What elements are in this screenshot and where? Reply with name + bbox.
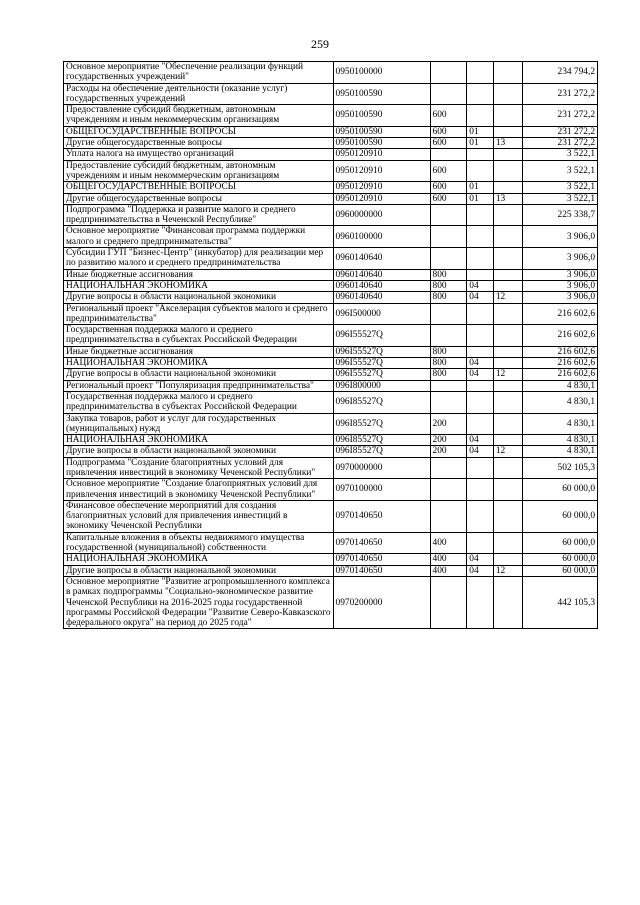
row-amount-cell: 60 000,0 [523,500,598,532]
row-expense-type-cell [430,457,467,479]
row-subsection-cell [493,269,523,280]
row-code-cell: 0970140650 [333,554,430,565]
row-expense-type-cell: 800 [430,269,467,280]
row-section-cell [467,226,494,248]
table-row [64,248,598,270]
row-expense-type-cell [430,149,467,160]
row-amount-cell: 60 000,0 [523,554,598,565]
row-subsection-cell [493,303,523,325]
table-row [64,204,598,226]
table-row [64,576,598,628]
row-section-cell [467,303,494,325]
row-name-cell: Другие вопросы в области национальной экономики [64,292,334,303]
row-section-cell [467,413,494,435]
row-subsection-cell [493,248,523,270]
row-expense-type-cell [430,204,467,226]
row-subsection-cell [493,325,523,347]
row-code-cell: 0970000000 [333,457,430,479]
row-name-cell: Финансовое обеспечение мероприятий для создания благоприятных условий для привлечения инвестиций в экономику Чеченской Республики [64,500,334,532]
row-section-cell: 01 [467,182,494,193]
row-subsection-cell: 12 [493,292,523,303]
row-code-cell: 096I55527Q [333,346,430,357]
row-name-cell: Основное мероприятие "Создание благоприятных условий для привлечения инвестиций в экономику Чеченской Республики" [64,479,334,501]
row-amount-cell: 234 794,2 [523,62,598,84]
row-section-cell: 04 [467,292,494,303]
row-expense-type-cell: 600 [430,182,467,193]
row-amount-cell: 231 272,2 [523,138,598,149]
row-section-cell [467,532,494,554]
row-expense-type-cell: 600 [430,105,467,127]
row-section-cell [467,391,494,413]
row-section-cell: 04 [467,358,494,369]
budget-table [63,61,598,629]
row-section-cell [467,576,494,628]
page-number: 259 [311,37,329,51]
row-subsection-cell [493,380,523,391]
row-section-cell: 01 [467,193,494,204]
row-amount-cell: 4 830,1 [523,446,598,457]
row-expense-type-cell: 400 [430,532,467,554]
row-section-cell [467,248,494,270]
row-name-cell: Другие вопросы в области национальной экономики [64,369,334,380]
row-name-cell: Капитальные вложения в объекты недвижимого имущества государственной (муниципальной) собственности [64,532,334,554]
row-amount-cell: 60 000,0 [523,565,598,576]
row-expense-type-cell: 800 [430,358,467,369]
row-code-cell: 0970140650 [333,565,430,576]
row-code-cell: 0950100590 [333,105,430,127]
row-name-cell: ОБЩЕГОСУДАРСТВЕННЫЕ ВОПРОСЫ [64,126,334,137]
row-amount-cell: 442 105,3 [523,576,598,628]
row-expense-type-cell [430,391,467,413]
row-name-cell: Государственная поддержка малого и среднего предпринимательства в субъектах Российской Федерации [64,391,334,413]
row-subsection-cell: 13 [493,193,523,204]
row-name-cell: Региональный проект "Популяризация предпринимательства" [64,380,334,391]
row-expense-type-cell: 600 [430,126,467,137]
row-section-cell [467,149,494,160]
row-section-cell: 04 [467,446,494,457]
row-expense-type-cell [430,226,467,248]
row-amount-cell: 3 906,0 [523,269,598,280]
row-subsection-cell [493,160,523,182]
row-expense-type-cell: 400 [430,554,467,565]
row-section-cell: 04 [467,369,494,380]
row-expense-type-cell: 600 [430,193,467,204]
row-name-cell: Иные бюджетные ассигнования [64,346,334,357]
row-subsection-cell [493,62,523,84]
row-name-cell: Государственная поддержка малого и среднего предпринимательства в субъектах Российской Федерации [64,325,334,347]
table-row [64,532,598,554]
row-code-cell: 0970140650 [333,500,430,532]
table-row [64,303,598,325]
row-code-cell: 0960100000 [333,226,430,248]
table-row [64,149,598,160]
row-code-cell: 096I55527Q [333,358,430,369]
row-name-cell: Субсидии ГУП "Бизнес-Центр" (инкубатор) для реализации мер по развитию малого и среднего предпринимательства [64,248,334,270]
row-name-cell: НАЦИОНАЛЬНАЯ ЭКОНОМИКА [64,435,334,446]
row-subsection-cell: 12 [493,369,523,380]
row-expense-type-cell [430,576,467,628]
row-section-cell [467,83,494,105]
row-section-cell [467,160,494,182]
table-row [64,346,598,357]
row-code-cell: 0960140640 [333,280,430,291]
row-amount-cell: 3 906,0 [523,280,598,291]
row-expense-type-cell: 600 [430,138,467,149]
row-amount-cell: 231 272,2 [523,105,598,127]
row-amount-cell: 60 000,0 [523,479,598,501]
table-row [64,126,598,137]
row-code-cell: 0950100590 [333,138,430,149]
row-name-cell: Подпрограмма "Поддержка и развитие малого и среднего предпринимательства в Чеченской Республике" [64,204,334,226]
row-subsection-cell [493,149,523,160]
row-amount-cell: 3 906,0 [523,292,598,303]
row-amount-cell: 4 830,1 [523,380,598,391]
row-amount-cell: 216 602,6 [523,346,598,357]
row-amount-cell: 4 830,1 [523,435,598,446]
row-name-cell: Предоставление субсидий бюджетным, автономным учреждениям и иным некоммерческим организациям [64,105,334,127]
row-code-cell: 0970100000 [333,479,430,501]
row-expense-type-cell [430,500,467,532]
row-subsection-cell [493,280,523,291]
row-expense-type-cell: 600 [430,160,467,182]
row-section-cell [467,204,494,226]
row-amount-cell: 231 272,2 [523,126,598,137]
row-section-cell: 04 [467,435,494,446]
table-row [64,292,598,303]
row-code-cell: 096I55527Q [333,325,430,347]
row-name-cell: Региональный проект "Акселерация субъектов малого и среднего предпринимательства" [64,303,334,325]
row-amount-cell: 502 105,3 [523,457,598,479]
row-section-cell [467,105,494,127]
table-row [64,391,598,413]
row-name-cell: НАЦИОНАЛЬНАЯ ЭКОНОМИКА [64,280,334,291]
row-amount-cell: 216 602,6 [523,325,598,347]
budget-table-body [64,62,598,629]
row-subsection-cell: 12 [493,565,523,576]
row-expense-type-cell [430,479,467,501]
row-subsection-cell: 12 [493,446,523,457]
row-subsection-cell [493,182,523,193]
row-name-cell: Основное мероприятие "Финансовая программа поддержки малого и среднего предпринимательства" [64,226,334,248]
row-expense-type-cell: 800 [430,280,467,291]
row-section-cell: 04 [467,565,494,576]
row-section-cell: 01 [467,138,494,149]
row-amount-cell: 216 602,6 [523,358,598,369]
row-code-cell: 0950100000 [333,62,430,84]
row-expense-type-cell: 800 [430,346,467,357]
row-expense-type-cell: 200 [430,435,467,446]
row-section-cell [467,346,494,357]
row-expense-type-cell [430,303,467,325]
row-expense-type-cell: 800 [430,292,467,303]
table-row [64,413,598,435]
table-row [64,565,598,576]
row-subsection-cell [493,346,523,357]
row-amount-cell: 3 522,1 [523,149,598,160]
row-expense-type-cell: 200 [430,446,467,457]
row-subsection-cell [493,479,523,501]
row-subsection-cell [493,500,523,532]
row-section-cell: 01 [467,126,494,137]
row-amount-cell: 225 338,7 [523,204,598,226]
row-amount-cell: 3 906,0 [523,226,598,248]
table-row [64,138,598,149]
table-row [64,280,598,291]
row-expense-type-cell [430,380,467,391]
row-name-cell: Другие вопросы в области национальной экономики [64,565,334,576]
row-amount-cell: 3 906,0 [523,248,598,270]
table-row [64,182,598,193]
row-code-cell: 0950120910 [333,182,430,193]
row-name-cell: Основное мероприятие "Обеспечение реализации функций государственных учреждений" [64,62,334,84]
row-amount-cell: 3 522,1 [523,160,598,182]
row-subsection-cell: 13 [493,138,523,149]
row-section-cell [467,380,494,391]
row-code-cell: 096I500000 [333,303,430,325]
table-row [64,435,598,446]
row-code-cell: 096I85527Q [333,435,430,446]
table-row [64,500,598,532]
table-row [64,160,598,182]
row-subsection-cell [493,554,523,565]
row-subsection-cell [493,532,523,554]
row-subsection-cell [493,413,523,435]
row-amount-cell: 216 602,6 [523,369,598,380]
row-code-cell: 096I800000 [333,380,430,391]
row-name-cell: Иные бюджетные ассигнования [64,269,334,280]
table-row [64,479,598,501]
table-row [64,325,598,347]
row-name-cell: Другие общегосударственные вопросы [64,138,334,149]
row-name-cell: Основное мероприятие "Развитие агропромышленного комплекса в рамках подпрограммы "Социально-экономическое развитие Чеченской Республики на 2016-2025 годы государственной программы Российской Федерации "Развитие Северо-Кавказского федерального округа" на период до 2025 года" [64,576,334,628]
row-code-cell: 0950120910 [333,160,430,182]
row-section-cell [467,479,494,501]
row-subsection-cell [493,204,523,226]
row-subsection-cell [493,457,523,479]
table-row [64,269,598,280]
row-expense-type-cell [430,325,467,347]
row-code-cell: 096I85527Q [333,391,430,413]
row-subsection-cell [493,105,523,127]
row-code-cell: 0960000000 [333,204,430,226]
row-subsection-cell [493,83,523,105]
row-section-cell: 04 [467,280,494,291]
table-row [64,554,598,565]
row-subsection-cell [493,576,523,628]
row-code-cell: 096I85527Q [333,413,430,435]
row-code-cell: 096I85527Q [333,446,430,457]
row-name-cell: Закупка товаров, работ и услуг для государственных (муниципальных) нужд [64,413,334,435]
row-code-cell: 0970140650 [333,532,430,554]
row-section-cell: 04 [467,554,494,565]
row-name-cell: НАЦИОНАЛЬНАЯ ЭКОНОМИКА [64,554,334,565]
table-row [64,105,598,127]
row-subsection-cell [493,126,523,137]
row-name-cell: Другие вопросы в области национальной экономики [64,446,334,457]
row-name-cell: Подпрограмма "Создание благоприятных условий для привлечения инвестиций в экономику Чеченской Республики" [64,457,334,479]
table-row [64,358,598,369]
row-name-cell: НАЦИОНАЛЬНАЯ ЭКОНОМИКА [64,358,334,369]
row-code-cell: 0950120910 [333,193,430,204]
row-section-cell [467,457,494,479]
table-row [64,457,598,479]
table-row [64,446,598,457]
row-code-cell: 0950100590 [333,126,430,137]
row-expense-type-cell [430,248,467,270]
row-expense-type-cell: 800 [430,369,467,380]
table-row [64,62,598,84]
row-name-cell: Предоставление субсидий бюджетным, автономным учреждениям и иным некоммерческим организациям [64,160,334,182]
row-subsection-cell [493,226,523,248]
row-code-cell: 0970200000 [333,576,430,628]
table-row [64,193,598,204]
row-name-cell: Расходы на обеспечение деятельности (оказание услуг) государственных учреждений [64,83,334,105]
row-code-cell: 096I55527Q [333,369,430,380]
table-row [64,380,598,391]
row-code-cell: 0950120910 [333,149,430,160]
row-amount-cell: 4 830,1 [523,391,598,413]
row-code-cell: 0950100590 [333,83,430,105]
row-code-cell: 0960140640 [333,269,430,280]
row-section-cell [467,500,494,532]
table-row [64,83,598,105]
row-section-cell [467,325,494,347]
row-subsection-cell [493,391,523,413]
row-subsection-cell [493,435,523,446]
row-expense-type-cell [430,83,467,105]
row-expense-type-cell [430,62,467,84]
table-row [64,369,598,380]
row-amount-cell: 3 522,1 [523,193,598,204]
row-amount-cell: 231 272,2 [523,83,598,105]
row-section-cell [467,62,494,84]
row-expense-type-cell: 400 [430,565,467,576]
row-code-cell: 0960140640 [333,292,430,303]
row-subsection-cell [493,358,523,369]
row-amount-cell: 3 522,1 [523,182,598,193]
row-section-cell [467,269,494,280]
row-expense-type-cell: 200 [430,413,467,435]
row-amount-cell: 216 602,6 [523,303,598,325]
row-name-cell: Другие общегосударственные вопросы [64,193,334,204]
row-name-cell: Уплата налога на имущество организаций [64,149,334,160]
row-code-cell: 0960140640 [333,248,430,270]
row-amount-cell: 60 000,0 [523,532,598,554]
row-name-cell: ОБЩЕГОСУДАРСТВЕННЫЕ ВОПРОСЫ [64,182,334,193]
table-row [64,226,598,248]
row-amount-cell: 4 830,1 [523,413,598,435]
